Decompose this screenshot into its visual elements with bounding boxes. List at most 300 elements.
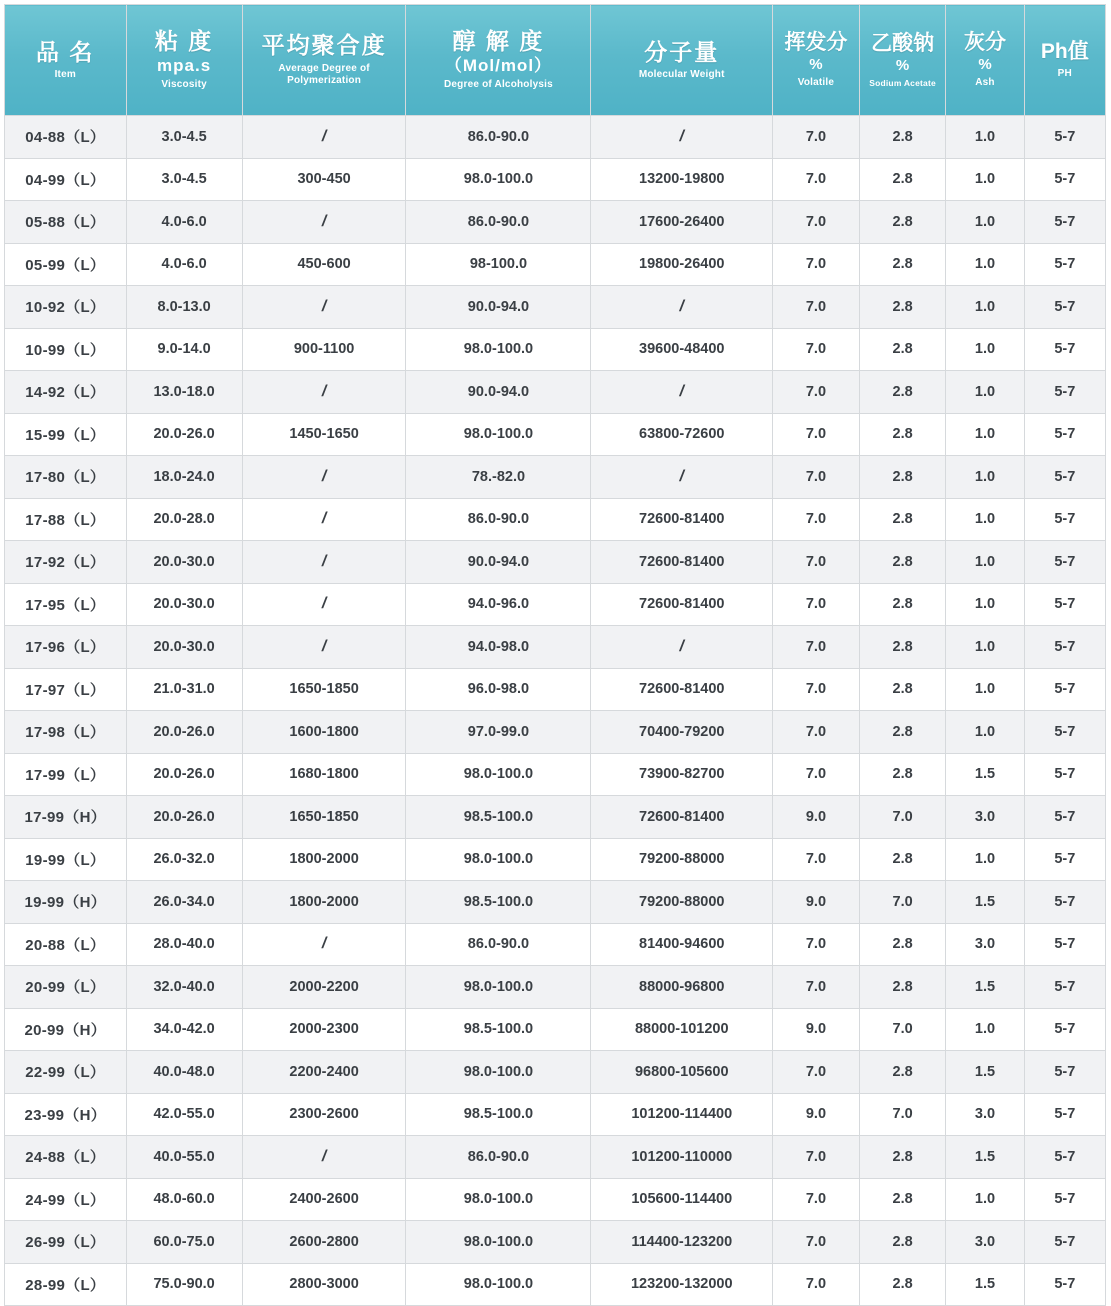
cell-ph: 5-7 <box>1024 286 1105 329</box>
cell-sodium-acetate: 2.8 <box>859 1178 946 1221</box>
cell-alcoholysis: 98.5-100.0 <box>406 1008 591 1051</box>
column-header-volatile-cn: 挥发分 <box>784 30 848 54</box>
column-header-sodium-acetate-unit: % <box>895 56 910 74</box>
column-header-item-cn: 品 名 <box>36 38 95 65</box>
column-header-sodium-acetate-cn: 乙酸钠 <box>871 31 935 55</box>
table-row <box>5 668 1106 711</box>
cell-alcoholysis: 86.0-90.0 <box>406 498 591 541</box>
cell-polymerization: 2400-2600 <box>242 1178 406 1221</box>
cell-sodium-acetate: 7.0 <box>859 881 946 924</box>
cell-viscosity: 20.0-26.0 <box>126 796 242 839</box>
cell-polymerization: / <box>242 116 406 159</box>
cell-polymerization: 1650-1850 <box>242 796 406 839</box>
column-header-viscosity-unit: mpa.s <box>157 55 212 75</box>
cell-ash: 1.5 <box>946 1051 1024 1094</box>
cell-item: 05-88（L） <box>5 201 127 244</box>
cell-molecular-weight: / <box>591 371 773 414</box>
cell-volatile: 9.0 <box>773 796 860 839</box>
cell-ph: 5-7 <box>1024 583 1105 626</box>
cell-volatile: 7.0 <box>773 158 860 201</box>
cell-ph: 5-7 <box>1024 881 1105 924</box>
column-header-ph-en: PH <box>1057 67 1072 79</box>
cell-viscosity: 75.0-90.0 <box>126 1263 242 1306</box>
cell-ash: 1.0 <box>946 243 1024 286</box>
column-header-molecular-weight-cn: 分子量 <box>644 38 720 65</box>
cell-ash: 1.0 <box>946 541 1024 584</box>
table-row <box>5 328 1106 371</box>
cell-molecular-weight: 101200-114400 <box>591 1093 773 1136</box>
cell-item: 04-88（L） <box>5 116 127 159</box>
cell-viscosity: 40.0-55.0 <box>126 1136 242 1179</box>
cell-sodium-acetate: 2.8 <box>859 923 946 966</box>
cell-polymerization: 2600-2800 <box>242 1221 406 1264</box>
column-header-item-en: Item <box>54 68 76 80</box>
cell-volatile: 7.0 <box>773 711 860 754</box>
cell-viscosity: 48.0-60.0 <box>126 1178 242 1221</box>
cell-volatile: 7.0 <box>773 668 860 711</box>
column-header-molecular-weight-en: Molecular Weight <box>638 68 725 80</box>
column-header-ph-cn: Ph值 <box>1040 39 1089 63</box>
cell-molecular-weight: 79200-88000 <box>591 838 773 881</box>
cell-alcoholysis: 96.0-98.0 <box>406 668 591 711</box>
column-header-alcoholysis-cn: 醇 解 度 <box>452 28 545 55</box>
cell-polymerization: 1800-2000 <box>242 881 406 924</box>
cell-item: 17-92（L） <box>5 541 127 584</box>
cell-volatile: 7.0 <box>773 1051 860 1094</box>
cell-polymerization: 900-1100 <box>242 328 406 371</box>
column-header-ash-cn: 灰分 <box>964 30 1006 54</box>
cell-alcoholysis: 98.5-100.0 <box>406 1093 591 1136</box>
cell-ash: 1.5 <box>946 966 1024 1009</box>
cell-ash: 3.0 <box>946 1221 1024 1264</box>
table-row <box>5 796 1106 839</box>
cell-ash: 1.0 <box>946 371 1024 414</box>
cell-molecular-weight: 72600-81400 <box>591 796 773 839</box>
cell-polymerization: / <box>242 201 406 244</box>
cell-sodium-acetate: 7.0 <box>859 796 946 839</box>
column-header-volatile-en: Volatile <box>797 76 835 88</box>
cell-viscosity: 4.0-6.0 <box>126 201 242 244</box>
cell-viscosity: 9.0-14.0 <box>126 328 242 371</box>
table-row <box>5 923 1106 966</box>
table-row <box>5 286 1106 329</box>
table-row <box>5 243 1106 286</box>
column-header-ash-en: Ash <box>975 76 995 88</box>
cell-item: 17-80（L） <box>5 456 127 499</box>
cell-alcoholysis: 98-100.0 <box>406 243 591 286</box>
cell-molecular-weight: 81400-94600 <box>591 923 773 966</box>
cell-viscosity: 20.0-30.0 <box>126 583 242 626</box>
cell-alcoholysis: 97.0-99.0 <box>406 711 591 754</box>
cell-item: 17-88（L） <box>5 498 127 541</box>
cell-viscosity: 20.0-30.0 <box>126 626 242 669</box>
table-row <box>5 711 1106 754</box>
cell-polymerization: / <box>242 626 406 669</box>
cell-alcoholysis: 94.0-96.0 <box>406 583 591 626</box>
cell-alcoholysis: 98.5-100.0 <box>406 881 591 924</box>
cell-volatile: 7.0 <box>773 923 860 966</box>
cell-item: 10-92（L） <box>5 286 127 329</box>
cell-polymerization: 450-600 <box>242 243 406 286</box>
cell-ash: 1.0 <box>946 838 1024 881</box>
column-header-item <box>5 5 127 116</box>
cell-polymerization: 2800-3000 <box>242 1263 406 1306</box>
cell-polymerization: 2300-2600 <box>242 1093 406 1136</box>
column-header-molecular-weight <box>591 5 773 116</box>
cell-sodium-acetate: 2.8 <box>859 243 946 286</box>
cell-sodium-acetate: 2.8 <box>859 668 946 711</box>
cell-ash: 1.0 <box>946 668 1024 711</box>
cell-alcoholysis: 98.0-100.0 <box>406 838 591 881</box>
table-row <box>5 1051 1106 1094</box>
cell-viscosity: 26.0-32.0 <box>126 838 242 881</box>
cell-viscosity: 60.0-75.0 <box>126 1221 242 1264</box>
cell-volatile: 7.0 <box>773 1263 860 1306</box>
cell-polymerization: 2000-2300 <box>242 1008 406 1051</box>
cell-sodium-acetate: 2.8 <box>859 498 946 541</box>
table-row <box>5 881 1106 924</box>
column-header-ash-unit: % <box>978 55 992 73</box>
cell-viscosity: 26.0-34.0 <box>126 881 242 924</box>
cell-item: 17-95（L） <box>5 583 127 626</box>
cell-viscosity: 20.0-26.0 <box>126 753 242 796</box>
cell-ph: 5-7 <box>1024 1008 1105 1051</box>
cell-polymerization: 1800-2000 <box>242 838 406 881</box>
cell-item: 15-99（L） <box>5 413 127 456</box>
column-header-viscosity <box>126 5 242 116</box>
cell-sodium-acetate: 2.8 <box>859 413 946 456</box>
cell-polymerization: / <box>242 371 406 414</box>
cell-ph: 5-7 <box>1024 456 1105 499</box>
cell-sodium-acetate: 2.8 <box>859 583 946 626</box>
cell-ash: 3.0 <box>946 923 1024 966</box>
table-row <box>5 1136 1106 1179</box>
cell-polymerization: / <box>242 456 406 499</box>
header-row <box>5 5 1106 116</box>
cell-molecular-weight: 13200-19800 <box>591 158 773 201</box>
cell-molecular-weight: 63800-72600 <box>591 413 773 456</box>
column-header-volatile <box>773 5 860 116</box>
cell-polymerization: 2000-2200 <box>242 966 406 1009</box>
cell-volatile: 7.0 <box>773 1178 860 1221</box>
table-row <box>5 413 1106 456</box>
cell-ash: 1.0 <box>946 158 1024 201</box>
column-header-viscosity-cn: 粘 度 <box>154 28 214 55</box>
cell-ph: 5-7 <box>1024 1221 1105 1264</box>
cell-volatile: 7.0 <box>773 371 860 414</box>
column-header-volatile-unit: % <box>809 55 823 73</box>
cell-ash: 1.0 <box>946 116 1024 159</box>
table-row <box>5 116 1106 159</box>
cell-item: 17-96（L） <box>5 626 127 669</box>
cell-ph: 5-7 <box>1024 1136 1105 1179</box>
column-header-sodium-acetate <box>859 5 946 116</box>
cell-ph: 5-7 <box>1024 498 1105 541</box>
cell-polymerization: 1680-1800 <box>242 753 406 796</box>
cell-sodium-acetate: 2.8 <box>859 328 946 371</box>
table-row <box>5 753 1106 796</box>
column-header-alcoholysis-en: Degree of Alcoholysis <box>444 79 553 90</box>
cell-ash: 1.0 <box>946 413 1024 456</box>
cell-ph: 5-7 <box>1024 541 1105 584</box>
cell-alcoholysis: 98.0-100.0 <box>406 1178 591 1221</box>
cell-molecular-weight: 96800-105600 <box>591 1051 773 1094</box>
cell-sodium-acetate: 2.8 <box>859 753 946 796</box>
cell-molecular-weight: / <box>591 286 773 329</box>
cell-ph: 5-7 <box>1024 1093 1105 1136</box>
cell-viscosity: 20.0-28.0 <box>126 498 242 541</box>
cell-molecular-weight: / <box>591 626 773 669</box>
cell-volatile: 7.0 <box>773 243 860 286</box>
table-body <box>5 116 1106 1306</box>
cell-item: 17-99（L） <box>5 753 127 796</box>
cell-alcoholysis: 98.5-100.0 <box>406 796 591 839</box>
cell-item: 10-99（L） <box>5 328 127 371</box>
table-row <box>5 498 1106 541</box>
cell-sodium-acetate: 2.8 <box>859 1263 946 1306</box>
cell-volatile: 7.0 <box>773 753 860 796</box>
cell-item: 24-99（L） <box>5 1178 127 1221</box>
column-header-ph <box>1024 5 1105 116</box>
cell-alcoholysis: 86.0-90.0 <box>406 1136 591 1179</box>
cell-sodium-acetate: 2.8 <box>859 626 946 669</box>
cell-item: 14-92（L） <box>5 371 127 414</box>
cell-volatile: 7.0 <box>773 498 860 541</box>
table-row <box>5 583 1106 626</box>
cell-sodium-acetate: 7.0 <box>859 1093 946 1136</box>
cell-sodium-acetate: 2.8 <box>859 286 946 329</box>
cell-molecular-weight: 72600-81400 <box>591 668 773 711</box>
cell-item: 20-88（L） <box>5 923 127 966</box>
cell-polymerization: / <box>242 923 406 966</box>
cell-ph: 5-7 <box>1024 626 1105 669</box>
table-row <box>5 1263 1106 1306</box>
cell-ph: 5-7 <box>1024 371 1105 414</box>
cell-ph: 5-7 <box>1024 201 1105 244</box>
cell-volatile: 7.0 <box>773 201 860 244</box>
cell-sodium-acetate: 2.8 <box>859 541 946 584</box>
cell-ph: 5-7 <box>1024 796 1105 839</box>
cell-ash: 1.0 <box>946 626 1024 669</box>
cell-item: 28-99（L） <box>5 1263 127 1306</box>
cell-ph: 5-7 <box>1024 838 1105 881</box>
cell-sodium-acetate: 2.8 <box>859 838 946 881</box>
cell-item: 22-99（L） <box>5 1051 127 1094</box>
table-row <box>5 371 1106 414</box>
column-header-polymerization-cn: 平均聚合度 <box>261 32 387 59</box>
cell-viscosity: 20.0-26.0 <box>126 711 242 754</box>
cell-viscosity: 28.0-40.0 <box>126 923 242 966</box>
cell-sodium-acetate: 2.8 <box>859 456 946 499</box>
cell-alcoholysis: 98.0-100.0 <box>406 413 591 456</box>
cell-item: 19-99（H） <box>5 881 127 924</box>
cell-item: 04-99（L） <box>5 158 127 201</box>
cell-volatile: 7.0 <box>773 413 860 456</box>
table-row <box>5 1221 1106 1264</box>
cell-alcoholysis: 86.0-90.0 <box>406 201 591 244</box>
cell-viscosity: 21.0-31.0 <box>126 668 242 711</box>
cell-volatile: 7.0 <box>773 328 860 371</box>
cell-volatile: 7.0 <box>773 541 860 584</box>
cell-volatile: 7.0 <box>773 583 860 626</box>
table-row <box>5 1008 1106 1051</box>
cell-molecular-weight: 17600-26400 <box>591 201 773 244</box>
cell-alcoholysis: 86.0-90.0 <box>406 923 591 966</box>
cell-ash: 1.0 <box>946 498 1024 541</box>
cell-viscosity: 3.0-4.5 <box>126 158 242 201</box>
cell-molecular-weight: 72600-81400 <box>591 583 773 626</box>
cell-molecular-weight: 73900-82700 <box>591 753 773 796</box>
cell-volatile: 7.0 <box>773 1221 860 1264</box>
cell-molecular-weight: 72600-81400 <box>591 541 773 584</box>
cell-item: 17-98（L） <box>5 711 127 754</box>
cell-ash: 1.5 <box>946 753 1024 796</box>
table-row <box>5 456 1106 499</box>
cell-polymerization: 1450-1650 <box>242 413 406 456</box>
cell-ash: 1.5 <box>946 1136 1024 1179</box>
cell-item: 19-99（L） <box>5 838 127 881</box>
cell-ph: 5-7 <box>1024 243 1105 286</box>
cell-alcoholysis: 94.0-98.0 <box>406 626 591 669</box>
cell-ph: 5-7 <box>1024 753 1105 796</box>
cell-item: 24-88（L） <box>5 1136 127 1179</box>
cell-ash: 1.0 <box>946 456 1024 499</box>
cell-item: 26-99（L） <box>5 1221 127 1264</box>
cell-ash: 3.0 <box>946 1093 1024 1136</box>
cell-ph: 5-7 <box>1024 413 1105 456</box>
cell-volatile: 9.0 <box>773 1008 860 1051</box>
cell-ash: 1.0 <box>946 1178 1024 1221</box>
pva-specification-table <box>4 4 1106 1306</box>
cell-ash: 1.0 <box>946 1008 1024 1051</box>
cell-viscosity: 20.0-26.0 <box>126 413 242 456</box>
column-header-ash <box>946 5 1024 116</box>
cell-viscosity: 18.0-24.0 <box>126 456 242 499</box>
cell-viscosity: 20.0-30.0 <box>126 541 242 584</box>
cell-viscosity: 42.0-55.0 <box>126 1093 242 1136</box>
cell-molecular-weight: 105600-114400 <box>591 1178 773 1221</box>
cell-ash: 1.0 <box>946 583 1024 626</box>
cell-sodium-acetate: 2.8 <box>859 116 946 159</box>
cell-polymerization: / <box>242 541 406 584</box>
cell-item: 20-99（L） <box>5 966 127 1009</box>
cell-item: 05-99（L） <box>5 243 127 286</box>
cell-viscosity: 8.0-13.0 <box>126 286 242 329</box>
cell-molecular-weight: 79200-88000 <box>591 881 773 924</box>
cell-ash: 1.0 <box>946 328 1024 371</box>
cell-alcoholysis: 90.0-94.0 <box>406 371 591 414</box>
cell-alcoholysis: 98.0-100.0 <box>406 1051 591 1094</box>
column-header-polymerization <box>242 5 406 116</box>
cell-ash: 3.0 <box>946 796 1024 839</box>
cell-sodium-acetate: 7.0 <box>859 1008 946 1051</box>
cell-sodium-acetate: 2.8 <box>859 158 946 201</box>
cell-molecular-weight: 19800-26400 <box>591 243 773 286</box>
cell-ph: 5-7 <box>1024 328 1105 371</box>
cell-ash: 1.5 <box>946 1263 1024 1306</box>
cell-viscosity: 13.0-18.0 <box>126 371 242 414</box>
cell-sodium-acetate: 2.8 <box>859 1136 946 1179</box>
cell-molecular-weight: / <box>591 116 773 159</box>
cell-ph: 5-7 <box>1024 668 1105 711</box>
cell-alcoholysis: 98.0-100.0 <box>406 158 591 201</box>
cell-alcoholysis: 98.0-100.0 <box>406 328 591 371</box>
cell-sodium-acetate: 2.8 <box>859 1221 946 1264</box>
column-header-viscosity-en: Viscosity <box>161 79 207 90</box>
cell-viscosity: 40.0-48.0 <box>126 1051 242 1094</box>
cell-polymerization: / <box>242 1136 406 1179</box>
cell-ph: 5-7 <box>1024 1178 1105 1221</box>
cell-viscosity: 34.0-42.0 <box>126 1008 242 1051</box>
table-row <box>5 838 1106 881</box>
cell-sodium-acetate: 2.8 <box>859 711 946 754</box>
cell-ph: 5-7 <box>1024 711 1105 754</box>
cell-molecular-weight: 70400-79200 <box>591 711 773 754</box>
cell-polymerization: 1650-1850 <box>242 668 406 711</box>
cell-ash: 1.0 <box>946 201 1024 244</box>
cell-viscosity: 4.0-6.0 <box>126 243 242 286</box>
cell-sodium-acetate: 2.8 <box>859 201 946 244</box>
cell-viscosity: 32.0-40.0 <box>126 966 242 1009</box>
cell-molecular-weight: 123200-132000 <box>591 1263 773 1306</box>
cell-sodium-acetate: 2.8 <box>859 1051 946 1094</box>
column-header-alcoholysis <box>406 5 591 116</box>
cell-alcoholysis: 86.0-90.0 <box>406 116 591 159</box>
cell-volatile: 7.0 <box>773 1136 860 1179</box>
cell-molecular-weight: 88000-96800 <box>591 966 773 1009</box>
cell-molecular-weight: 39600-48400 <box>591 328 773 371</box>
cell-volatile: 7.0 <box>773 116 860 159</box>
cell-polymerization: / <box>242 583 406 626</box>
cell-item: 17-99（H） <box>5 796 127 839</box>
cell-item: 23-99（H） <box>5 1093 127 1136</box>
cell-sodium-acetate: 2.8 <box>859 966 946 1009</box>
cell-volatile: 7.0 <box>773 966 860 1009</box>
cell-ph: 5-7 <box>1024 1051 1105 1094</box>
cell-alcoholysis: 90.0-94.0 <box>406 541 591 584</box>
cell-volatile: 7.0 <box>773 286 860 329</box>
cell-volatile: 7.0 <box>773 626 860 669</box>
cell-alcoholysis: 98.0-100.0 <box>406 1263 591 1306</box>
table-row <box>5 626 1106 669</box>
cell-volatile: 7.0 <box>773 838 860 881</box>
cell-molecular-weight: 72600-81400 <box>591 498 773 541</box>
cell-item: 20-99（H） <box>5 1008 127 1051</box>
cell-ph: 5-7 <box>1024 158 1105 201</box>
cell-molecular-weight: 88000-101200 <box>591 1008 773 1051</box>
table-row <box>5 1178 1106 1221</box>
cell-ash: 1.0 <box>946 286 1024 329</box>
cell-volatile: 7.0 <box>773 456 860 499</box>
cell-polymerization: / <box>242 498 406 541</box>
cell-alcoholysis: 98.0-100.0 <box>406 1221 591 1264</box>
cell-ph: 5-7 <box>1024 116 1105 159</box>
table-header <box>5 5 1106 116</box>
table-row <box>5 158 1106 201</box>
cell-volatile: 9.0 <box>773 881 860 924</box>
table-row <box>5 541 1106 584</box>
cell-polymerization: 300-450 <box>242 158 406 201</box>
column-header-alcoholysis-unit: （Mol/mol） <box>444 55 553 75</box>
cell-volatile: 9.0 <box>773 1093 860 1136</box>
cell-viscosity: 3.0-4.5 <box>126 116 242 159</box>
cell-ph: 5-7 <box>1024 966 1105 1009</box>
cell-ash: 1.0 <box>946 711 1024 754</box>
cell-ph: 5-7 <box>1024 1263 1105 1306</box>
cell-molecular-weight: 114400-123200 <box>591 1221 773 1264</box>
cell-ph: 5-7 <box>1024 923 1105 966</box>
cell-molecular-weight: 101200-110000 <box>591 1136 773 1179</box>
